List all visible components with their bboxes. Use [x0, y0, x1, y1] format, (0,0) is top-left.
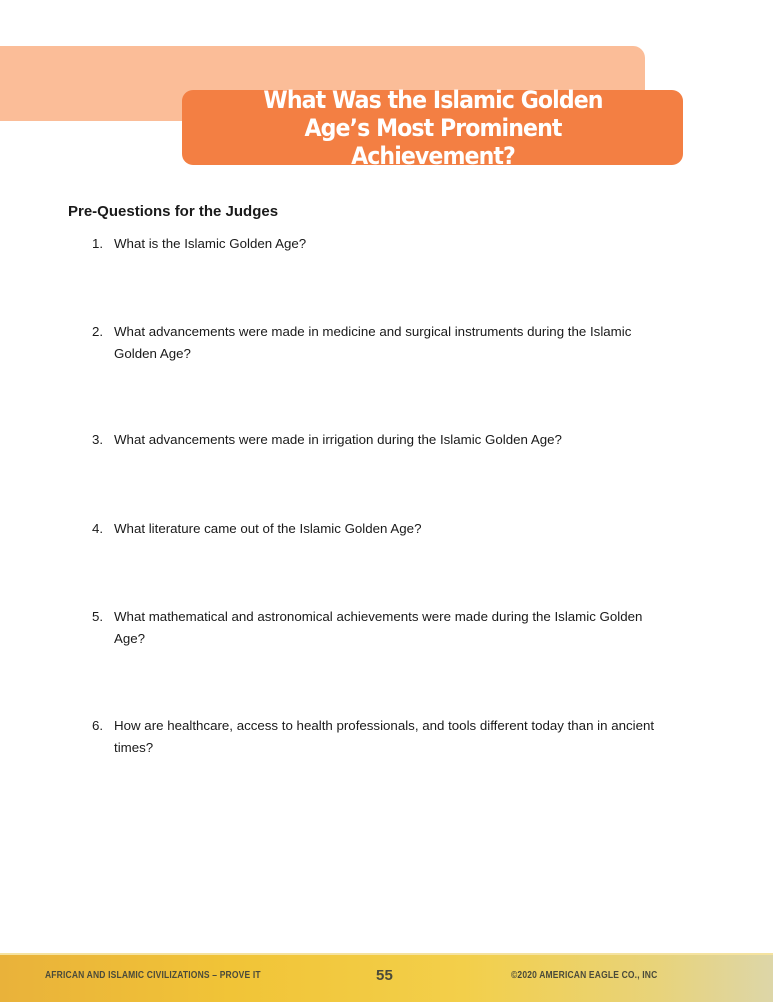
question-number: 5. — [92, 609, 104, 624]
page-number: 55 — [376, 967, 394, 984]
question-item — [92, 715, 672, 759]
question-number: 1. — [92, 236, 104, 251]
question-text: How are healthcare, access to health professionals, and tools different today than in ancient times? — [114, 718, 655, 755]
question-number: 3. — [92, 432, 104, 447]
question-number: 6. — [92, 718, 104, 733]
question-item — [92, 606, 672, 650]
question-text: What advancements were made in irrigation during the Islamic Golden Age? — [114, 432, 562, 447]
question-item — [92, 233, 672, 255]
title-banner — [182, 85, 683, 170]
question-text: What advancements were made in medicine and surgical instruments during the Islamic Golden Age? — [114, 324, 632, 361]
question-number: 4. — [92, 521, 104, 536]
question-text: What is the Islamic Golden Age? — [114, 236, 307, 251]
question-item — [92, 429, 672, 451]
footer-copyright: ©2020 AMERICAN EAGLE CO., INC — [511, 970, 658, 981]
question-number: 2. — [92, 324, 104, 339]
question-item — [92, 518, 672, 540]
question-item — [92, 321, 672, 365]
page-title: What Was the Islamic Golden Age’s Most Prominent Achievement? — [262, 85, 603, 170]
question-text: What literature came out of the Islamic Golden Age? — [114, 521, 422, 536]
question-text: What mathematical and astronomical achievements were made during the Islamic Golden Age? — [114, 609, 643, 646]
footer — [0, 953, 773, 1002]
footer-book-title: AFRICAN AND ISLAMIC CIVILIZATIONS – PROVE IT — [45, 970, 261, 981]
section-title: Pre-Questions for the Judges — [68, 203, 279, 220]
